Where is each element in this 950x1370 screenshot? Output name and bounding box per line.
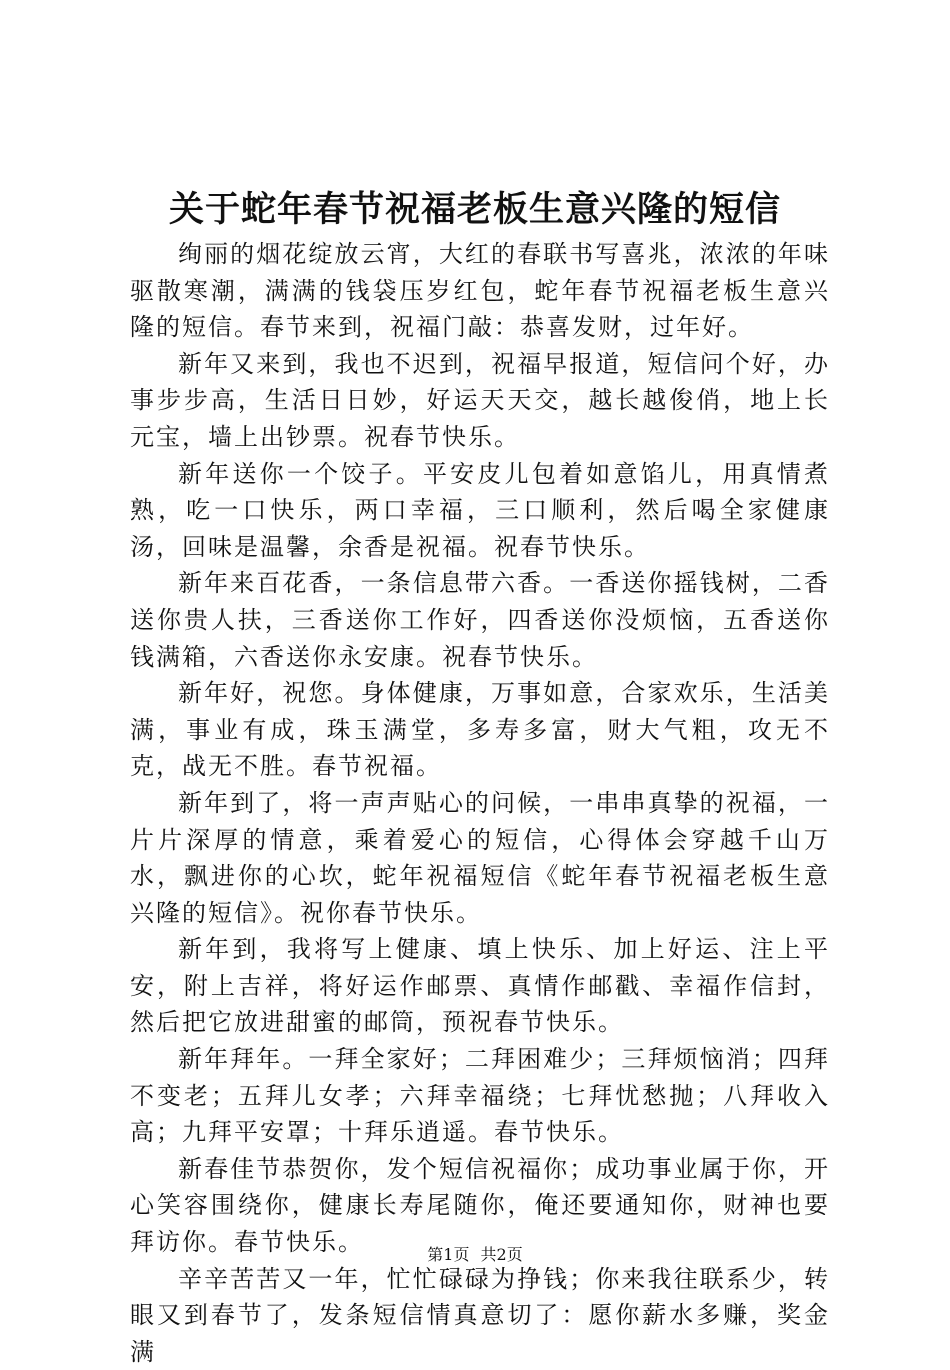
page-number: 第1页 [427, 1245, 470, 1264]
page-total: 共2页 [480, 1245, 523, 1264]
document-body [130, 236, 830, 1370]
paragraph: 新年拜年。一拜全家好；二拜困难少；三拜烦恼消；四拜不变老；五拜儿女孝；六拜幸福绕；七拜忧愁抛；八拜收入高；九拜平安罩；十拜乐逍遥。春节快乐。 [130, 1045, 830, 1147]
paragraph: 新年来百花香，一条信息带六香。一香送你摇钱树，二香送你贵人扶，三香送你工作好，四香送你没烦恼，五香送你钱满箱，六香送你永安康。祝春节快乐。 [130, 569, 830, 671]
paragraph: 新春佳节恭贺你，发个短信祝福你；成功事业属于你，开心笑容围绕你，健康长寿尾随你，俺还要通知你，财神也要拜访你。春节快乐。 [130, 1154, 830, 1257]
document-title: 关于蛇年春节祝福老板生意兴隆的短信 [168, 189, 781, 230]
paragraph: 新年送你一个饺子。平安皮儿包着如意馅儿，用真情煮熟，吃一口快乐，两口幸福，三口顺利，然后喝全家健康汤，回味是温馨，余香是祝福。祝春节快乐。 [130, 459, 830, 561]
paragraph: 新年又来到，我也不迟到，祝福早报道，短信问个好，办事步步高，生活日日妙，好运天天交，越长越俊俏，地上长元宝，墙上出钞票。祝春节快乐。 [130, 349, 830, 451]
page-footer [0, 1245, 950, 1265]
paragraph: 绚丽的烟花绽放云宵，大红的春联书写喜兆，浓浓的年味驱散寒潮，满满的钱袋压岁红包，蛇年春节祝福老板生意兴隆的短信。春节来到，祝福门敲：恭喜发财，过年好。 [130, 240, 830, 342]
paragraph: 新年到，我将写上健康、填上快乐、加上好运、注上平安，附上吉祥，将好运作邮票、真情作邮戳、幸福作信封，然后把它放进甜蜜的邮筒，预祝春节快乐。 [130, 935, 830, 1037]
paragraph: 新年到了，将一声声贴心的问候，一串串真挚的祝福，一片片深厚的情意，乘着爱心的短信，心得体会穿越千山万水，飘进你的心坎，蛇年祝福短信《蛇年春节祝福老板生意兴隆的短信》。祝你春节快乐。 [130, 788, 830, 927]
paragraph: 辛辛苦苦又一年，忙忙碌碌为挣钱；你来我往联系少，转眼又到春节了，发条短信情真意切了：愿你薪水多赚，奖金满 [130, 1264, 830, 1366]
paragraph: 新年好，祝您。身体健康，万事如意，合家欢乐，生活美满，事业有成，珠玉满堂，多寿多富，财大气粗，攻无不克，战无不胜。春节祝福。 [130, 679, 830, 781]
